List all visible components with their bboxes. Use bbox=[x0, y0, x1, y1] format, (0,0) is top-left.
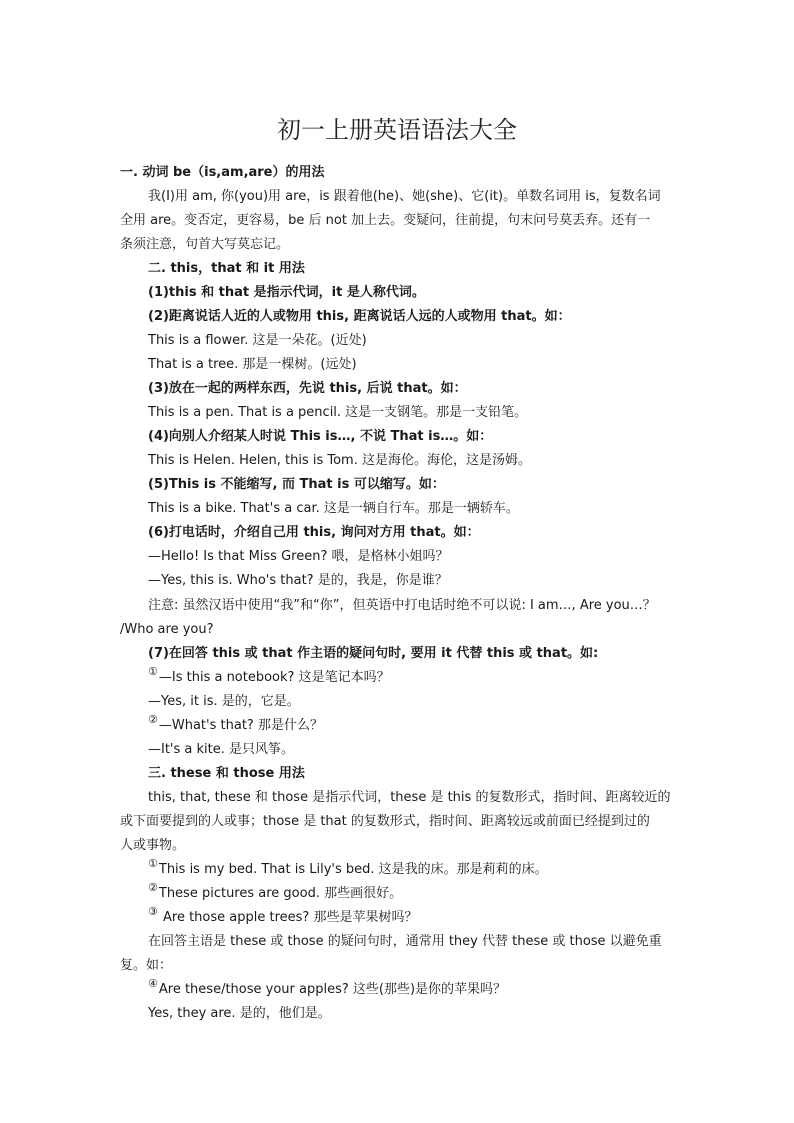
circled-number-marker: ④ bbox=[148, 977, 158, 990]
example-line bbox=[148, 858, 548, 882]
note-line: 注意: 虽然汉语中使用“我”和“你”，但英语中打电话时绝不可以说: I am…, Are you…？ bbox=[148, 598, 656, 613]
rule-7: (7)在回答 this 或 that 作主语的疑问句时, 要用 it 代替 this 或 that。如: bbox=[148, 646, 599, 661]
circled-number-marker: ① bbox=[148, 665, 158, 678]
page-title: 初一上册英语语法大全 bbox=[277, 116, 517, 144]
circled-number-marker: ② bbox=[148, 713, 158, 726]
rule-4: (4)向别人介绍某人时说 This is…, 不说 That is…。如： bbox=[148, 429, 493, 444]
rule-5: (5)This is 不能缩写, 而 That is 可以缩写。如： bbox=[148, 477, 445, 492]
paragraph-line: 或下面要提到的人或事；those 是 that 的复数形式，指时间、距离较远或前面已经提到过的 bbox=[120, 814, 650, 829]
example-text: These pictures are good. 那些画很好。 bbox=[158, 886, 403, 901]
example-text: —What's that? 那是什么？ bbox=[158, 718, 323, 733]
paragraph-line: 在回答主语是 these 或 those 的疑问句时，通常用 they 代替 these 或 those 以避免重 bbox=[148, 934, 662, 949]
section-1-heading: 一. 动词 be（is,am,are）的用法 bbox=[120, 165, 325, 180]
rule-2: (2)距离说话人近的人或物用 this, 距离说话人远的人或物用 that。如： bbox=[148, 309, 571, 324]
section-3-heading: 三. these 和 those 用法 bbox=[148, 766, 305, 781]
circled-number-marker: ② bbox=[148, 881, 158, 894]
example-line: This is a pen. That is a pencil. 这是一支钢笔。那是一支铅笔。 bbox=[148, 405, 528, 420]
rule-3: (3)放在一起的两样东西，先说 this, 后说 that。如： bbox=[148, 381, 467, 396]
paragraph-line: 我(I)用 am, 你(you)用 are，is 跟着他(he)、她(she)、它(it)。单数名词用 is，复数名词 bbox=[148, 189, 661, 204]
example-line bbox=[148, 882, 402, 906]
paragraph-line: 全用 are。变否定，更容易，be 后 not 加上去。变疑问，往前提，句末问号莫丢弃。还有一 bbox=[120, 213, 651, 228]
paragraph-line: 人或事物。 bbox=[120, 838, 186, 853]
paragraph-line: this, that, these 和 those 是指示代词，these 是 this 的复数形式，指时间、距离较近的 bbox=[148, 790, 671, 805]
paragraph-line: 复。如： bbox=[120, 958, 173, 973]
example-line bbox=[148, 714, 323, 738]
dialogue-line: —Yes, this is. Who's that? 是的，我是，你是谁？ bbox=[148, 573, 448, 588]
example-text: Are those apple trees? 那些是苹果树吗？ bbox=[158, 910, 418, 925]
example-text: Are these/those your apples? 这些(那些)是你的苹果吗？ bbox=[158, 982, 507, 997]
example-line: Yes, they are. 是的，他们是。 bbox=[148, 1006, 331, 1021]
dialogue-line: —Yes, it is. 是的，它是。 bbox=[148, 694, 300, 709]
circled-number-marker: ③ bbox=[148, 905, 158, 918]
section-2-heading: 二. this，that 和 it 用法 bbox=[148, 261, 305, 276]
example-text: This is my bed. That is Lily's bed. 这是我的床。那是莉莉的床。 bbox=[158, 862, 548, 877]
paragraph-line: 条须注意，句首大写莫忘记。 bbox=[120, 237, 290, 252]
circled-number-marker: ① bbox=[148, 857, 158, 870]
example-line: That is a tree. 那是一棵树。(远处) bbox=[148, 357, 357, 372]
dialogue-line: —It's a kite. 是只风筝。 bbox=[148, 742, 295, 757]
rule-1: (1)this 和 that 是指示代词，it 是人称代词。 bbox=[148, 285, 425, 300]
dialogue-line: —Hello! Is that Miss Green? 喂，是格林小姐吗？ bbox=[148, 549, 449, 564]
example-line: This is a flower. 这是一朵花。(近处) bbox=[148, 333, 367, 348]
example-text: —Is this a notebook? 这是笔记本吗？ bbox=[158, 670, 390, 685]
example-line: This is a bike. That's a car. 这是一辆自行车。那是一辆轿车。 bbox=[148, 501, 519, 516]
rule-6: (6)打电话时，介绍自己用 this, 询问对方用 that。如： bbox=[148, 525, 480, 540]
note-line: /Who are you? bbox=[120, 622, 214, 637]
example-line bbox=[148, 978, 506, 1002]
example-line bbox=[148, 666, 390, 690]
example-line: This is Helen. Helen, this is Tom. 这是海伦。海伦，这是汤姆。 bbox=[148, 453, 531, 468]
example-line bbox=[148, 906, 417, 930]
